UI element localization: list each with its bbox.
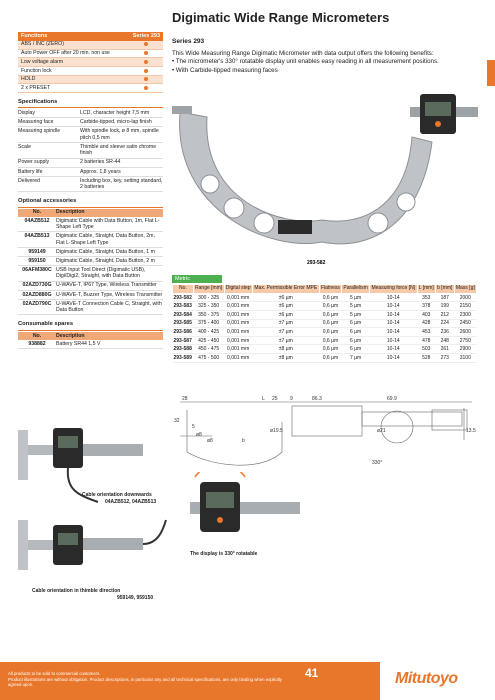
functions-title: Functions	[21, 33, 48, 39]
table-cell: 0,001 mm	[224, 302, 252, 311]
table-cell: 5 µm	[342, 293, 370, 302]
table-cell: 325 - 350	[193, 302, 224, 311]
table-cell: ±7 µm	[252, 336, 319, 345]
accessory-no: 04AZB513	[24, 233, 50, 240]
table-cell: 400 - 425	[193, 328, 224, 337]
table-row	[173, 310, 477, 319]
table-cell: 0,001 mm	[224, 353, 252, 362]
table-cell: 375 - 400	[193, 319, 224, 328]
spec-value: Approx. 1,8 years	[80, 168, 121, 175]
table-cell: 10-14	[370, 328, 418, 337]
intro-bullet: • The micrometer's 330° rotatable display unit enables easy reading in all measurement positions.	[172, 58, 482, 66]
table-cell: 378	[417, 302, 435, 311]
metric-label: Metric	[172, 275, 222, 283]
col-description: Description	[56, 332, 85, 339]
table-cell: ±8 µm	[252, 353, 319, 362]
spec-key: Power supply	[18, 159, 50, 166]
caption-cable-down-models: 04AZB512, 04AZB513	[105, 499, 157, 505]
spares-header	[18, 332, 163, 340]
table-cell: 293-588	[173, 346, 192, 353]
table-cell: 350 - 375	[193, 310, 224, 319]
table-cell: 503	[417, 345, 435, 354]
col-description: Description	[56, 209, 85, 216]
table-cell: 10-14	[370, 319, 418, 328]
table-cell: 0,6 µm	[319, 345, 341, 354]
table-cell: 293-584	[173, 311, 192, 318]
table-cell: 2750	[454, 336, 476, 345]
table-header-row	[173, 285, 477, 294]
accessory-desc: U-WAVE-T, IP67 Type, Wireless Transmitter	[56, 282, 157, 289]
micrometer-photo	[172, 92, 482, 267]
spare-row	[18, 340, 163, 349]
col-measuring-force: Measuring force [N]	[370, 285, 418, 294]
table-cell: 453	[417, 328, 435, 337]
table-cell: 0,6 µm	[319, 302, 341, 311]
spares-title: Consumable spares	[18, 321, 163, 330]
table-cell: 6 µm	[342, 336, 370, 345]
table-cell: ±6 µm	[252, 302, 319, 311]
table-row	[173, 328, 477, 337]
spec-key: Battery life	[18, 168, 43, 175]
accessory-row	[18, 232, 163, 248]
function-row	[18, 67, 163, 76]
accessories-header	[18, 209, 163, 217]
table-cell: 0,6 µm	[319, 336, 341, 345]
col-no: No.	[32, 209, 42, 216]
accessory-no: 02AZD730G	[22, 282, 52, 289]
function-label: 2 x PRESET	[21, 84, 51, 91]
specifications-title: Specifications	[18, 99, 163, 108]
feature-dot-icon	[144, 51, 148, 55]
spec-value: LCD, character height 7,5 mm	[80, 110, 150, 117]
spec-row	[18, 177, 163, 193]
function-label: Low voltage alarm	[21, 58, 64, 65]
table-cell: ±7 µm	[252, 319, 319, 328]
accessory-no: 06AFM380C	[22, 266, 52, 273]
col-no: No.	[32, 332, 42, 339]
feature-dot-icon	[144, 60, 148, 64]
spare-no: 938882	[28, 340, 46, 347]
table-cell: 0,001 mm	[224, 336, 252, 345]
col-digital-step: Digital step	[224, 285, 252, 294]
function-row	[18, 58, 163, 67]
table-cell: 6 µm	[342, 319, 370, 328]
model-table	[172, 284, 477, 363]
function-row	[18, 84, 163, 93]
function-label: Function lock	[21, 67, 52, 74]
table-cell: 528	[417, 353, 435, 362]
table-cell: 2300	[454, 310, 476, 319]
table-cell: 0,001 mm	[224, 328, 252, 337]
spec-key: Measuring face	[18, 119, 54, 126]
accessory-desc: U-WAVE-T Connection Cable C, Straight, with Data Button	[56, 300, 162, 314]
accessory-desc: U-WAVE-T, Buzzer Type, Wireless Transmitter	[56, 291, 163, 298]
page-number: 41	[305, 666, 319, 680]
table-cell: 248	[435, 336, 454, 345]
table-cell: 0,001 mm	[224, 293, 252, 302]
function-row	[18, 41, 163, 50]
accessory-desc: Digimatic Cable, Straight, Data Button, 2 m	[56, 257, 155, 264]
spec-row	[18, 159, 163, 168]
caption-cable-down: Cable orientation downwards	[82, 492, 152, 498]
function-row	[18, 76, 163, 85]
accessory-row	[18, 248, 163, 257]
table-cell: ±6 µm	[252, 293, 319, 302]
table-cell: 5 µm	[342, 302, 370, 311]
spec-row	[18, 109, 163, 118]
accessory-row	[18, 266, 163, 282]
intro-bullets	[172, 58, 482, 75]
table-cell: 224	[435, 319, 454, 328]
table-cell: 2450	[454, 319, 476, 328]
spec-value: Thimble and sleeve satin chrome finish	[80, 143, 157, 157]
feature-dot-icon	[144, 69, 148, 73]
table-row	[173, 293, 477, 302]
spec-key: Display	[18, 110, 36, 117]
table-cell: 478	[417, 336, 435, 345]
footer-text	[8, 671, 288, 688]
table-row	[173, 345, 477, 354]
table-cell: 0,001 mm	[224, 319, 252, 328]
accessory-desc: USB Input Tool Direct (Digimatic USB), Digi/Digi2, Straight, with Data Button	[56, 266, 146, 280]
col-b: b [mm]	[435, 285, 454, 294]
spec-value: With spindle lock, ø 8 mm, spindle pitch 0,5 mm	[80, 128, 159, 141]
table-row	[173, 353, 477, 362]
table-cell: 293-585	[173, 320, 192, 327]
table-cell: 0,001 mm	[224, 310, 252, 319]
table-cell: 199	[435, 302, 454, 311]
footer-line: Product illustrations are without obligation. Product descriptions, in particular any and all technical specifications, are only binding when explicitly agreed upon.	[8, 676, 282, 688]
spare-desc: Battery SR44 1,5 V	[56, 340, 101, 347]
intro	[172, 50, 482, 75]
table-cell: 428	[417, 319, 435, 328]
table-cell: 10-14	[370, 345, 418, 354]
accessory-row	[18, 300, 163, 316]
accessory-no: 04AZB512	[24, 217, 50, 224]
table-cell: ±7 µm	[252, 328, 319, 337]
table-cell: 293-586	[173, 328, 192, 335]
dim-label: ø21	[377, 428, 386, 434]
dim-label: ø19.5	[270, 428, 283, 434]
table-cell: 0,6 µm	[319, 310, 341, 319]
spec-value: Carbide-tipped, micro-lap finish	[80, 119, 152, 126]
table-cell: 425 - 450	[193, 336, 224, 345]
accessory-row	[18, 217, 163, 233]
col-flatness: Flatness	[319, 285, 341, 294]
caption-display-rotatable: The display is 330° rotatable	[190, 551, 258, 557]
caption-cable-thimble: Cable orientation in thimble direction	[32, 588, 121, 594]
table-row	[173, 336, 477, 345]
function-label: ABS / INC (ZERO)	[21, 41, 64, 48]
spec-key: Measuring spindle	[18, 128, 61, 135]
intro-text: This Wide Measuring Range Digimatic Micrometer with data output offers the following benefits:	[172, 50, 434, 57]
table-body	[173, 293, 477, 362]
accessory-row	[18, 291, 163, 300]
col-parallelism: Parallelism	[342, 285, 370, 294]
accessory-desc: Digimatic Cable, Straight, Data Button, 1 m	[56, 248, 155, 255]
table-cell: 2600	[454, 328, 476, 337]
accessory-row	[18, 257, 163, 266]
spec-value: Including box, key, setting standard, 2 batteries	[80, 177, 163, 191]
table-cell: 2000	[454, 293, 476, 302]
page-title: Digimatic Wide Range Micrometers	[172, 10, 390, 25]
table-cell: 187	[435, 293, 454, 302]
accessories-title: Optional accessories	[18, 198, 163, 207]
spec-row	[18, 118, 163, 127]
table-cell: 293-583	[173, 303, 192, 310]
cable-orientation-photos	[18, 420, 168, 600]
dim-label: 9	[290, 396, 293, 402]
functions-header	[18, 32, 163, 41]
table-cell: 6 µm	[342, 328, 370, 337]
series-label: Series 293	[172, 38, 205, 45]
dim-label: 86.3	[312, 396, 322, 402]
table-cell: 0,6 µm	[319, 319, 341, 328]
table-cell: 450 - 475	[193, 345, 224, 354]
table-cell: 0,6 µm	[319, 328, 341, 337]
col-mass: Mass [g]	[454, 285, 476, 294]
spec-row	[18, 168, 163, 177]
accessory-desc: Digimatic Cable, Straight, Data Button, 2m, Flat L-Shape Left Type	[56, 233, 155, 246]
accessory-no: 959150	[28, 257, 46, 264]
spec-value: 2 batteries SR-44	[80, 159, 121, 166]
table-cell: 10-14	[370, 336, 418, 345]
table-cell: 10-14	[370, 293, 418, 302]
accessories-list	[18, 217, 163, 316]
dim-label: b	[242, 438, 245, 444]
function-label: HOLD	[21, 76, 36, 83]
accessory-no: 959149	[28, 248, 46, 255]
function-row	[18, 50, 163, 59]
spec-row	[18, 143, 163, 159]
table-cell: 300 - 325	[193, 293, 224, 302]
dim-label: 28	[182, 396, 188, 402]
table-cell: 212	[435, 310, 454, 319]
feature-dot-icon	[144, 86, 148, 90]
dim-label: 25	[272, 396, 278, 402]
functions-list	[18, 41, 163, 93]
spec-key: Scale	[18, 143, 31, 150]
accessory-no: 02AZD880G	[22, 291, 52, 298]
dim-label: L	[262, 396, 265, 402]
intro-bullet: • With Carbide-tipped measuring faces	[172, 67, 482, 75]
accessory-no: 02AZD790C	[22, 300, 52, 307]
table-cell: 10-14	[370, 353, 418, 362]
function-label: Auto Power OFF after 20 min. non use	[21, 50, 110, 57]
table-cell: 10-14	[370, 302, 418, 311]
dim-label: 330°	[372, 460, 383, 466]
table-cell: 2150	[454, 302, 476, 311]
table-row	[173, 319, 477, 328]
dim-label: 32	[174, 418, 180, 424]
table-cell: 2900	[454, 345, 476, 354]
table-cell: 0,6 µm	[319, 353, 341, 362]
accessory-desc: Digimatic Cable with Data Button, 1m, Flat L-Shape Left Type	[56, 217, 160, 231]
table-cell: 353	[417, 293, 435, 302]
table-cell: ±8 µm	[252, 345, 319, 354]
photo-caption: 293-582	[307, 260, 326, 266]
spec-row	[18, 127, 163, 143]
spec-key: Delivered	[18, 177, 40, 184]
table-cell: 7 µm	[342, 353, 370, 362]
section-side-tab	[487, 60, 495, 86]
table-row	[173, 302, 477, 311]
accessory-row	[18, 282, 163, 291]
dimension-drawing	[172, 392, 482, 472]
col-no: No.	[173, 285, 194, 294]
table-cell: 403	[417, 310, 435, 319]
table-cell: 3100	[454, 353, 476, 362]
table-cell: 475 - 500	[193, 353, 224, 362]
table-cell: 0,6 µm	[319, 293, 341, 302]
left-column	[18, 32, 163, 349]
caption-cable-thimble-models: 959149, 959150	[117, 595, 154, 601]
rotatable-display-photo	[190, 472, 300, 547]
feature-dot-icon	[144, 42, 148, 46]
table-cell: ±6 µm	[252, 310, 319, 319]
col-mpe: Max. Permissible Error MPE	[252, 285, 319, 294]
table-cell: 293-587	[173, 337, 192, 344]
dim-label: ø8	[207, 438, 213, 444]
table-cell: 6 µm	[342, 345, 370, 354]
table-cell: 10-14	[370, 310, 418, 319]
table-cell: 0,001 mm	[224, 345, 252, 354]
functions-series: Series 293	[132, 33, 160, 39]
table-cell: 5 µm	[342, 310, 370, 319]
table-cell: 273	[435, 353, 454, 362]
specifications-list	[18, 109, 163, 192]
brand-logo: Mitutoyo	[395, 670, 458, 687]
dim-label: 13.5	[466, 428, 476, 434]
col-range: Range [mm]	[193, 285, 224, 294]
dim-label: ø8	[196, 432, 202, 438]
footer-line: All products to be sold to commercial customers.	[8, 671, 101, 676]
table-cell: 293-589	[173, 354, 192, 361]
col-l: L [mm]	[417, 285, 435, 294]
feature-dot-icon	[144, 77, 148, 81]
dim-label: 5	[192, 424, 195, 430]
table-cell: 261	[435, 345, 454, 354]
table-cell: 236	[435, 328, 454, 337]
dim-label: 69.9	[387, 396, 397, 402]
table-cell: 293-582	[173, 294, 192, 301]
